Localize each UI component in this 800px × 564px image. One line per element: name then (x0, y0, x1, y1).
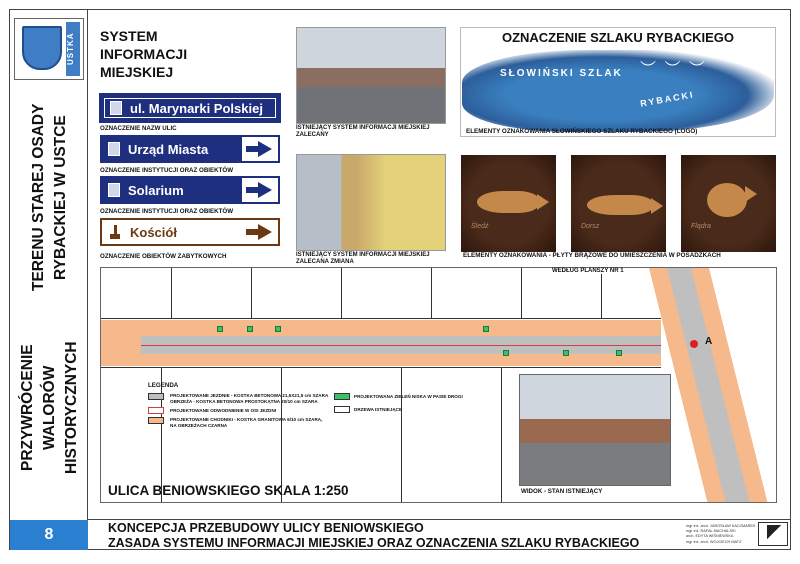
greenery-marker (563, 350, 569, 356)
footer-line1: KONCEPCJA PRZEBUDOWY ULICY BENIOWSKIEGO (108, 521, 424, 535)
institution-caption-1: OZNACZENIE INSTYTUCJI ORAZ OBIEKTÓW (100, 167, 234, 174)
greenery-marker (275, 326, 281, 332)
photo2-caption-line1: ISTNIEJĄCY SYSTEM INFORMACJI MIEJSKIEJ (296, 252, 430, 258)
legend-title: LEGENDA (148, 382, 179, 389)
institution-sign-1-label: Urząd Miasta (128, 141, 209, 157)
arrow-right-icon (246, 224, 272, 240)
institution-sign-2 (100, 176, 280, 204)
trail-logo (462, 50, 774, 132)
legend-swatch-trees (334, 406, 350, 413)
street-name-caption: OZNACZENIE NAZW ULIC (100, 125, 177, 132)
institution-sign-1 (100, 135, 280, 163)
plot-line (431, 268, 432, 318)
legend-swatch-sidewalk (148, 417, 164, 424)
credit-line: mgr inż. arch. JAROSŁAW KACZMAREK (686, 524, 756, 528)
vertical-title (19, 92, 80, 512)
plate-herring (461, 155, 556, 252)
photo1-caption (296, 125, 430, 139)
herring-fish-icon (477, 191, 539, 213)
drainage-line (141, 345, 661, 346)
map-legend (120, 382, 490, 438)
trail-logo-text2: RYBACKI (639, 89, 696, 109)
legend-text-roadway: PROJEKTOWANE JEZDNIE - KOSTKA BETONOWA 21,5X21,5 cm SZARA OBRZEŻA - KOSTKA BETONOWA PROSTOKĄTNA 20/10 cm SZARA (170, 393, 329, 404)
credit-line: arch. EDYTA WIŚNIEWSKA (686, 534, 734, 539)
legend-text-greenery: PROJEKTOWANA ZIELEŃ NISKA W PASIE DROGI (354, 394, 463, 399)
office-logo-icon (758, 522, 788, 546)
street-name-sign-label: ul. Marynarki Polskiej (130, 100, 263, 116)
legend-text-trees: DRZEWA ISTNIEJĄCE (354, 407, 403, 412)
recommended-signage-photo (296, 154, 446, 251)
existing-view-photo (519, 374, 671, 486)
credit-line: mgr inż. RAFAŁ MACHALSKI (686, 529, 736, 534)
arrow-right-icon (246, 182, 272, 198)
view-point-marker (690, 340, 698, 348)
plot-line (601, 268, 602, 318)
photo1-caption-line1: ISTNIEJĄCY SYSTEM INFORMACJI MIEJSKIEJ (296, 125, 430, 131)
photo2-caption-line2: ZALECANA ZMIANA (296, 259, 354, 265)
plot-line (341, 268, 342, 318)
plan-reference-label: WEDŁUG PLANSZY NR 1 (552, 268, 624, 274)
street-name-sign (100, 94, 280, 122)
greenery-marker (616, 350, 622, 356)
trail-logo-text1: SŁOWIŃSKI SZLAK (500, 68, 623, 79)
institution-caption-2: OZNACZENIE INSTYTUCJI ORAZ OBIEKTÓW (100, 208, 234, 215)
credits (686, 524, 758, 545)
crest-small-icon (110, 101, 122, 115)
greenery-marker (483, 326, 489, 332)
crest-small-icon (108, 142, 120, 156)
gulls-icon: ︶ ︶ ︶ (640, 61, 707, 78)
legend-swatch-drainage (148, 407, 164, 414)
system-title-line1: SYSTEM (100, 28, 158, 44)
vertical-title-line2: TERENU STAREJ OSADY RYBACKIEJ W USTCE (30, 103, 69, 292)
ustka-crest-icon (22, 26, 62, 70)
plate-flounder-name: Flądra (691, 223, 711, 230)
legend-text-sidewalk: PROJEKTOWANE CHODNIKI - KOSTKA GRANITOWA 6/10 cm SZARA, NA OBRZEŻACH CZARNA (170, 417, 323, 428)
photo2-caption (296, 252, 430, 266)
heritage-sign (100, 218, 280, 246)
page-number: 8 (10, 520, 88, 550)
plot-line (171, 268, 172, 318)
footer-divider (88, 519, 791, 520)
existing-signage-photo (296, 27, 446, 124)
church-icon (110, 225, 120, 239)
photo1-caption-line2: ZALECANY (296, 132, 329, 138)
existing-view-caption: WIDOK - STAN ISTNIEJĄCY (521, 488, 603, 495)
system-title (100, 27, 187, 81)
system-title-line2: INFORMACJI (100, 46, 188, 62)
plot-line (501, 368, 502, 503)
flounder-fish-icon (707, 183, 747, 217)
plates-caption: ELEMENTY OZNAKOWANIA - PŁYTY BRĄZOWE DO UMIESZCZENIA W POSADZKACH (463, 252, 721, 259)
plate-flounder (681, 155, 776, 252)
greenery-marker (503, 350, 509, 356)
heritage-caption: OZNACZENIE OBIEKTÓW ZABYTKOWYCH (100, 253, 227, 260)
credit-line: mgr inż. arch. WOJCIECH MATZ (686, 539, 742, 544)
view-point-label: A (705, 336, 713, 347)
plot-line (521, 268, 522, 318)
crest-label: USTKA (66, 22, 80, 76)
crest-small-icon (108, 183, 120, 197)
greenery-marker (247, 326, 253, 332)
legend-swatch-roadway (148, 393, 164, 400)
legend-swatch-greenery (334, 393, 350, 400)
footer-line2: ZASADA SYSTEMU INFORMACJI MIEJSKIEJ ORAZ OZNACZENIA SZLAKU RYBACKIEGO (108, 536, 640, 550)
plot-line (101, 318, 661, 319)
vertical-title-line1: PRZYWRÓCENIE WALORÓW HISTORYCZNYCH (19, 341, 80, 474)
cod-fish-icon (587, 195, 653, 215)
institution-sign-2-label: Solarium (128, 182, 184, 198)
system-title-line3: MIEJSKIEJ (100, 64, 174, 80)
plot-line (101, 367, 661, 368)
plate-cod (571, 155, 666, 252)
trail-logo-caption: ELEMENTY OZNAKOWANIA SŁOWIŃSKIEGO SZLAKU RYBACKIEGO (LOGO) (466, 128, 698, 135)
plate-cod-name: Dorsz (581, 223, 600, 230)
trail-title: OZNACZENIE SZLAKU RYBACKIEGO (501, 30, 735, 45)
street-scale-label: ULICA BENIOWSKIEGO SKALA 1:250 (108, 483, 349, 498)
greenery-marker (217, 326, 223, 332)
legend-text-drainage: PROJEKTOWANE ODWODNIENIE W OSI JEZDNI (170, 408, 277, 413)
arrow-right-icon (246, 141, 272, 157)
heritage-sign-label: Kościół (130, 224, 177, 240)
plate-herring-name: Śledź (471, 223, 489, 230)
plot-line (251, 268, 252, 318)
